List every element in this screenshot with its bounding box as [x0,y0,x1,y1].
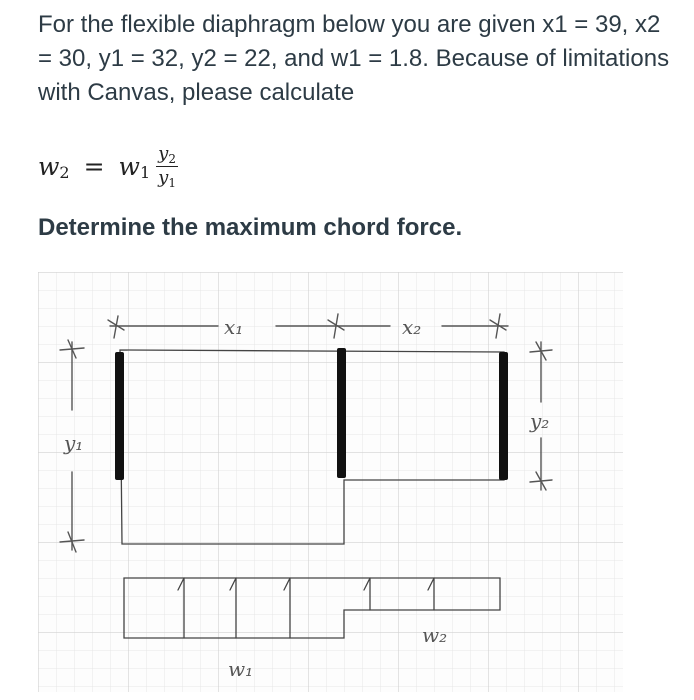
problem-statement: For the flexible diaphragm below you are given x1 = 39, x2 = 30, y1 = 32, y2 = 22, and w1 = 1.8. Because of limitations with Canvas, please calculate [38,11,670,106]
label-w1: w₁ [228,657,254,681]
label-w2: w₂ [422,623,448,647]
load-ratio-formula [38,136,178,196]
label-x2: x₂ [402,315,422,339]
formula-rhs-subscript: 1 [139,162,151,182]
fraction-numerator: $y_2$ [158,142,176,166]
diaphragm-sketch [38,272,623,692]
label-x1: x₁ [224,315,244,339]
formula-fraction [156,143,178,190]
shear-wall-left [115,352,124,480]
label-y1: y₁ [64,431,84,455]
formula-lhs: w [38,151,60,181]
question-text: Determine the maximum chord force. [38,214,463,241]
formula-rhs: w [118,151,140,181]
shear-wall-middle [337,348,346,478]
label-y2: y₂ [530,409,550,433]
shear-wall-right [499,352,508,480]
formula-equals: = [83,151,105,181]
fraction-denominator: $y_1$ [158,166,176,190]
formula-lhs-subscript: 2 [59,162,70,182]
